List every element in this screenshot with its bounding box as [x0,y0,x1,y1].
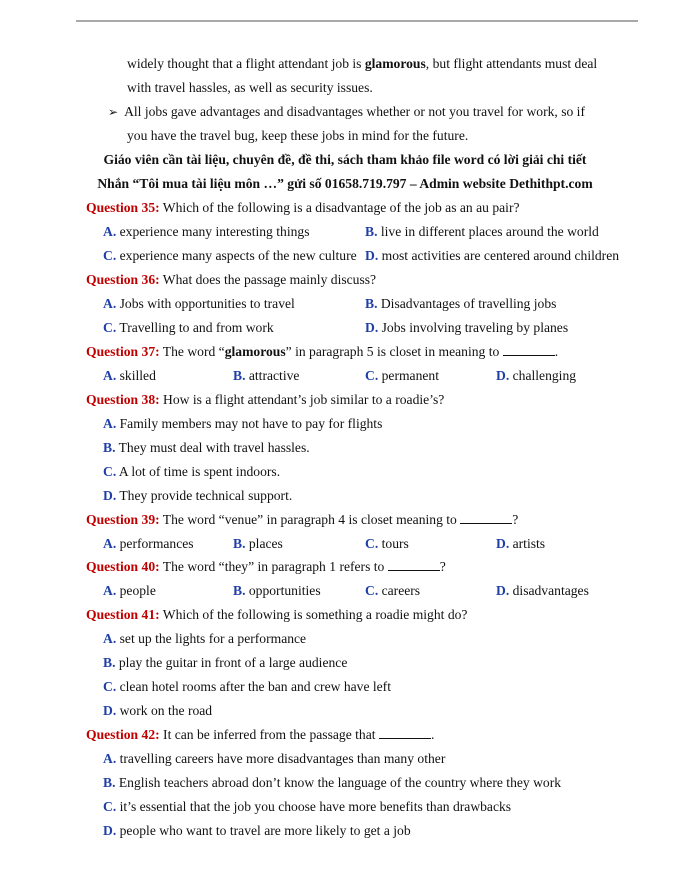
option-40-a[interactable]: A. people [103,583,156,598]
question-label: Question 41: [86,607,160,622]
question-label: Question 35: [86,200,160,215]
passage-bold-word: glamorous [364,56,426,71]
option-40-b[interactable]: B. opportunities [233,583,321,598]
question-38 [86,391,444,409]
question-text: Which of the following is something a roadie might do? [159,607,468,622]
question-40: Question 40: The word “they” in paragraph 1 refers to ? [86,559,446,574]
answer-blank [379,727,431,739]
answer-blank [503,344,555,356]
question-36 [86,271,376,289]
option-39-c[interactable]: C. tours [365,536,409,551]
option-35-c[interactable]: C. experience many aspects of the new culture [103,248,357,263]
passage-line: you have the travel bug, keep these jobs in mind for the future. [127,128,469,143]
option-41-a[interactable]: A. set up the lights for a performance [103,631,307,646]
header-rule [76,20,638,22]
option-36-d[interactable]: D. Jobs involving traveling by planes [365,320,569,335]
option-38-b[interactable]: B. They must deal with travel hassles. [103,440,310,455]
option-41-b[interactable]: B. play the guitar in front of a large audience [103,655,348,670]
option-36-b[interactable]: B. Disadvantages of travelling jobs [365,296,557,311]
bullet-text: All jobs gave advantages and disadvantages whether or not you travel for work, so if [124,104,585,119]
option-41-c[interactable]: C. clean hotel rooms after the ban and crew have left [103,679,391,694]
passage-text: widely thought that a flight attendant job is [127,56,365,71]
question-35 [86,199,520,217]
question-label: Question 39: [86,512,160,527]
option-41-d[interactable]: D. work on the road [103,703,213,718]
option-36-c[interactable]: C. Travelling to and from work [103,320,274,335]
option-39-a[interactable]: A. performances [103,536,194,551]
passage-text: , but flight attendants must deal [425,56,598,71]
question-41 [86,606,467,624]
question-label: Question 42: [86,727,160,742]
option-37-c[interactable]: C. permanent [365,368,439,383]
notice-line: Giáo viên cần tài liệu, chuyên đề, đề thi, sách tham khảo file word có lời giải chi tiết [103,152,587,167]
question-text: What does the passage mainly discuss? [159,272,377,287]
option-37-a[interactable]: A. skilled [103,368,156,383]
option-40-d[interactable]: D. disadvantages [496,583,589,598]
question-label: Question 37: [86,344,160,359]
option-35-b[interactable]: B. live in different places around the world [365,224,599,239]
option-35-a[interactable]: A. experience many interesting things [103,224,310,239]
option-38-a[interactable]: A. Family members may not have to pay for flights [103,416,383,431]
option-37-b[interactable]: B. attractive [233,368,300,383]
question-label: Question 40: [86,559,160,574]
answer-blank [388,559,440,571]
option-36-a[interactable]: A. Jobs with opportunities to travel [103,296,295,311]
answer-blank [460,512,512,524]
question-text: How is a flight attendant’s job similar to a roadie’s? [159,392,445,407]
option-35-d[interactable]: D. most activities are centered around children [365,248,620,263]
option-42-d[interactable]: D. people who want to travel are more likely to get a job [103,823,411,838]
option-39-d[interactable]: D. artists [496,536,546,551]
option-40-c[interactable]: C. careers [365,583,421,598]
question-37: Question 37: The word “glamorous” in paragraph 5 is closet in meaning to . [86,344,559,359]
option-39-b[interactable]: B. places [233,536,283,551]
question-42: Question 42: It can be inferred from the passage that . [86,727,435,742]
bullet-line [108,103,585,121]
passage-line: with travel hassles, as well as security issues. [127,80,373,95]
arrow-bullet-icon: ➢ [108,105,119,119]
option-38-d[interactable]: D. They provide technical support. [103,488,293,503]
option-37-d[interactable]: D. challenging [496,368,577,383]
question-39: Question 39: The word “venue” in paragraph 4 is closet meaning to ? [86,512,519,527]
option-42-a[interactable]: A. travelling careers have more disadvantages than many other [103,751,446,766]
question-label: Question 38: [86,392,160,407]
notice-line: Nhắn “Tôi mua tài liệu môn …” gửi số 01658.719.797 – Admin website Dethithpt.com [97,176,593,191]
question-text: Which of the following is a disadvantage of the job as an au pair? [159,200,520,215]
passage-line [127,55,597,73]
option-42-c[interactable]: C. it’s essential that the job you choose have more benefits than drawbacks [103,799,512,814]
question-label: Question 36: [86,272,160,287]
option-38-c[interactable]: C. A lot of time is spent indoors. [103,464,281,479]
option-42-b[interactable]: B. English teachers abroad don’t know the language of the country where they work [103,775,562,790]
